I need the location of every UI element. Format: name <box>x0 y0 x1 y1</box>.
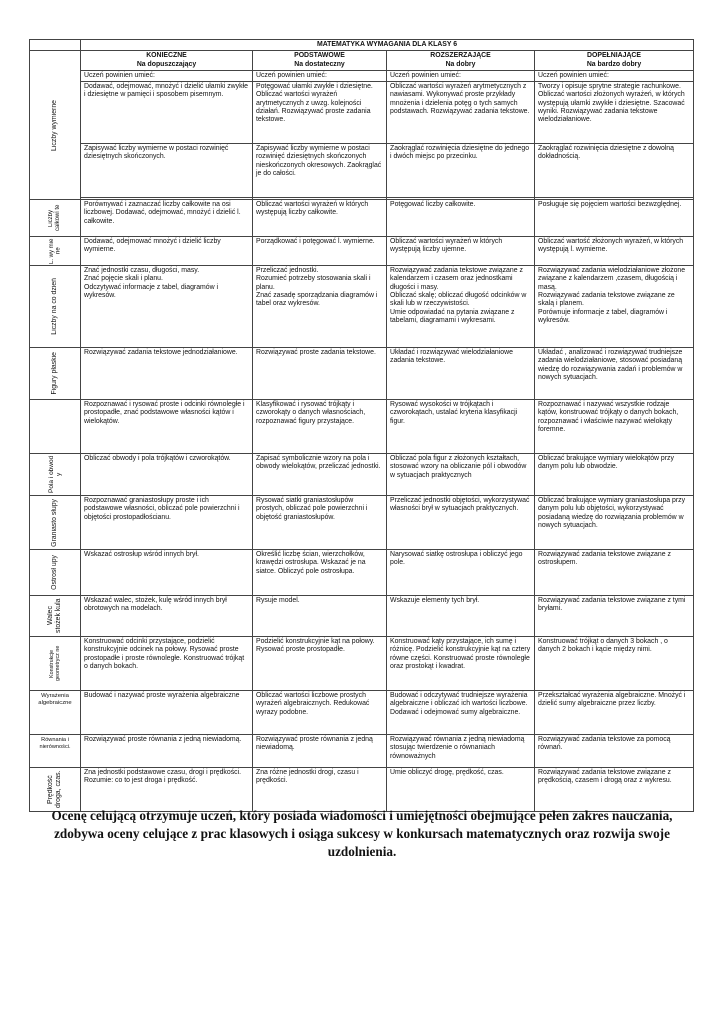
requirement-cell: Zna różne jednostki drogi, czasu i prędkości. <box>253 768 387 812</box>
requirement-cell: Zapisywać liczby wymierne w postaci rozwinięć dziesiętnych skończonych. <box>81 144 253 198</box>
requirement-cell: Wskazuje elementy tych brył. <box>387 596 535 637</box>
requirement-cell: Porządkować i potęgować l. wymierne. <box>253 237 387 266</box>
category-figury-plaskie-cont <box>30 400 81 454</box>
requirement-cell: Potęgować liczby całkowite. <box>387 200 535 237</box>
level-header: ROZSZERZAJĄCE Na dobry <box>387 51 535 71</box>
footer-note: Ocenę celującą otrzymuje uczeń, który posiada wiadomości i umiejętności obejmujące pełen zakres nauczania, zdobywa oceny celujące z prac klasowych i osiąga sukcesy w konkursach matematycznych oraz rozwija swoje uzdolnienia. <box>51 808 673 859</box>
corner-cell <box>30 40 81 51</box>
requirement-cell: Rozwiązywać równania z jedną niewiadomą stosując twierdzenie o równaniach równoważnych <box>387 735 535 768</box>
requirement-cell: Zaokrąglać rozwinięcia dziesiętne z dowolną dokładnością. <box>535 144 694 198</box>
table-row <box>30 691 694 735</box>
requirement-cell: Znać jednostki czasu, długości, masy. Znać pojęcie skali i planu. Odczytywać informacje z tabel, diagramów i wykresów. <box>81 266 253 348</box>
requirement-cell: Wskazać walec, stożek, kulę wśród innych brył obrotowych na modelach. <box>81 596 253 637</box>
requirement-cell: Zapisywać liczby wymierne w postaci rozwinięć dziesiętnych skończonych nieskończonych okresowych. Zaokrąglać je do całości. <box>253 144 387 198</box>
levels-row <box>30 51 694 71</box>
category-liczby-wymierne: Liczby wymierne <box>30 51 81 200</box>
requirement-cell: Porównywać i zaznaczać liczby całkowite na osi liczbowej. Dodawać, odejmować, mnożyć i dzielić l. całkowite. <box>81 200 253 237</box>
category-walec-stozek-kula: Walec stożek kula <box>30 596 81 637</box>
requirement-cell: Obliczać brakujące wymiary graniastosłupa przy danym polu lub objętości, wykorzystywać posiadaną wiedzę do rozwiązania problemów w nowych sytuacjach. <box>535 496 694 550</box>
table-row <box>30 200 694 237</box>
table-row <box>30 400 694 454</box>
requirement-cell: Obliczać wartości liczbowe prostych wyrażeń algebraicznych. Redukować wyrazy podobne. <box>253 691 387 735</box>
intro-row <box>30 70 694 81</box>
requirement-cell: Zna jednostki podstawowe czasu, drogi i prędkości. Rozumie: co to jest droga i prędkość. <box>81 768 253 812</box>
table-row <box>30 348 694 400</box>
requirement-cell: Przeliczać jednostki objętości, wykorzystywać własności brył w sytuacjach praktycznych. <box>387 496 535 550</box>
requirement-cell: Określić liczbę ścian, wierzchołków, krawędzi ostrosłupa. Wskazać je na siatce. Obliczyć pole ostrosłupa. <box>253 550 387 596</box>
requirement-cell: Rysować wysokości w trójkątach i czworokątach, ustalać kryteria klasyfikacji figur. <box>387 400 535 454</box>
requirement-cell: Rozwiązywać zadania tekstowe związane z prędkością, czasem i drogą oraz z wykresu. <box>535 768 694 812</box>
title-row <box>30 40 694 51</box>
requirement-cell: Klasyfikować i rysować trójkąty i czworokąty o danych własnościach, rozpoznawać figury przystające. <box>253 400 387 454</box>
requirement-cell: Potęgować ułamki zwykłe i dziesiętne. Obliczać wartości wyrażeń arytmetycznych z uwzg. kolejności działań. Rozwiązywać proste zadania tekstowe. <box>253 82 387 144</box>
table-row <box>30 768 694 812</box>
level-header: KONIECZNE Na dopuszczający <box>81 51 253 71</box>
intro-cell: Uczeń powinien umieć: <box>535 70 694 81</box>
table-title: MATEMATYKA WYMAGANIA DLA KLASY 6 <box>81 40 694 51</box>
requirement-cell: Rozwiązywać proste zadania tekstowe. <box>253 348 387 400</box>
requirement-cell: Konstruować kąty przystające, ich sumę i różnicę. Podzielić konstrukcyjnie kąt na cztery równe części. Konstruować proste równoległe oraz prostokąt i kwadrat. <box>387 637 535 691</box>
requirement-cell: Rozwiązywać proste równania z jedną niewiadomą. <box>81 735 253 768</box>
requirement-cell: Rozpoznawać i rysować proste i odcinki równoległe i prostopadłe, znać podstawowe własności kątów i wielokątów. <box>81 400 253 454</box>
requirement-cell: Budować i nazywać proste wyrażenia algebraiczne <box>81 691 253 735</box>
table-row <box>30 735 694 768</box>
requirement-cell: Rozwiązywać zadania tekstowe związane z tymi bryłami. <box>535 596 694 637</box>
requirement-cell: Rozwiązywać zadania tekstowe jednodziałaniowe. <box>81 348 253 400</box>
category-wyrazenia: Wyrażenia algebraiczne <box>30 691 81 735</box>
requirement-cell: Rozpoznawać graniastosłupy proste i ich podstawowe własności, obliczać pole powierzchni i objętości prostopadłościanu. <box>81 496 253 550</box>
requirement-cell: Układać , analizować i rozwiązywać trudniejsze zadania wielodziałaniowe, stosować posiadaną wiedzę do rozwiązywania zadań i problemów w nowych sytuacjach. <box>535 348 694 400</box>
category-liczby-calkowite: Liczby całkowi te <box>30 200 81 237</box>
requirement-cell: Obliczać wartości wyrażeń arytmetycznych z nawiasami. Wykonywać proste przykłady mnożenia i dzielenia potęg o tych samych podstawach. Rozwiązywać zadania tekstowe. <box>387 82 535 144</box>
requirements-table <box>29 39 694 812</box>
level-header: DOPEŁNIAJĄCE Na bardzo dobry <box>535 51 694 71</box>
requirement-cell: Rozwiązywać zadania wielodziałaniowe złożone związane z kalendarzem ,czasem, długością i masą. Rozwiązywać zadania tekstowe związane ze skalą i planem. Porównuje informacje z tabel, diagramów i wykresów. <box>535 266 694 348</box>
requirement-cell: Obliczać wartości wyrażeń w których występują liczby całkowite. <box>253 200 387 237</box>
category-predkosc: Prędkość droga, czas. <box>30 768 81 812</box>
requirement-cell: Obliczać wartości wyrażeń w których występują liczby ujemne. <box>387 237 535 266</box>
table-row <box>30 266 694 348</box>
requirement-cell: Tworzy i opisuje sprytne strategie rachunkowe. Obliczać wartości złożonych wyrażeń, w których występują ułamki zwykłe i dziesiętne. Szacować wyniki. Rozwiązywać zadania tekstowe wielodziałaniowe. <box>535 82 694 144</box>
category-rownania: Równania i nierówności. <box>30 735 81 768</box>
category-graniastoslupy: Graniasto słupy <box>30 496 81 550</box>
requirement-cell: Konstruować trójkąt o danych 3 bokach , o danych 2 bokach i kącie między nimi. <box>535 637 694 691</box>
requirement-cell: Rozwiązywać zadania tekstowe związane z ostrosłupem. <box>535 550 694 596</box>
requirement-cell: Zaokrąglać rozwinięcia dziesiętne do jednego i dwóch miejsc po przecinku. <box>387 144 535 198</box>
requirement-cell: Rysuje model. <box>253 596 387 637</box>
level-header: PODSTAWOWE Na dostateczny <box>253 51 387 71</box>
requirement-cell: Obliczać pola figur z złożonych kształtach, stosować wzory na obliczanie pól i obwodów w sytuacjach praktycznych <box>387 454 535 496</box>
requirement-cell: Obliczać wartość złożonych wyrażeń, w których występują l. wymierne. <box>535 237 694 266</box>
requirement-cell: Rozwiązywać proste równania z jedną niewiadomą. <box>253 735 387 768</box>
requirement-cell: Wskazać ostrosłup wśród innych brył. <box>81 550 253 596</box>
category-pola-i-obwody: Pola i obwod y <box>30 454 81 496</box>
table-row <box>30 82 694 144</box>
requirement-cell: Konstruować odcinki przystające, podzielić konstrukcyjnie odcinek na połowy. Rysować proste prostopadłe i proste równoległe. Konstruować trójkąt o danych bokach. <box>81 637 253 691</box>
requirement-cell: Rozwiązywać zadania tekstowe związane z kalendarzem i czasem oraz jednostkami długości i masy. Obliczać skalę; obliczać długość odcinków w skali lub w rzeczywistości. Umie odpowiadać na pytania związane z tabelami, diagramami i wykresami. <box>387 266 535 348</box>
requirement-cell: Narysować siatkę ostrosłupa i obliczyć jego pole. <box>387 550 535 596</box>
requirement-cell: Rozwiązywać zadania tekstowe za pomocą równań. <box>535 735 694 768</box>
intro-cell: Uczeń powinien umieć: <box>387 70 535 81</box>
intro-cell: Uczeń powinien umieć: <box>253 70 387 81</box>
requirement-cell: Rozpoznawać i nazywać wszystkie rodzaje kątów, konstruować trójkąty o danych bokach, rozpoznawać i właściwie nazywać wielokąty foremne. <box>535 400 694 454</box>
category-konstrukcje: Konstrukcje geometrycz ne <box>30 637 81 691</box>
table-row <box>30 637 694 691</box>
category-ostroslupy: Ostrosł upy <box>30 550 81 596</box>
requirement-cell: Rysować siatki graniastosłupów prostych, obliczać pole powierzchni i objętość graniastosłupów. <box>253 496 387 550</box>
requirement-cell: Umie obliczyć drogę, prędkość, czas. <box>387 768 535 812</box>
table-row <box>30 237 694 266</box>
table-row <box>30 496 694 550</box>
requirement-cell: Przeliczać jednostki. Rozumieć potrzeby stosowania skali i planu. Znać zasadę sporządzania diagramów i tabel oraz wykresów. <box>253 266 387 348</box>
requirement-cell: Posługuje się pojęciem wartości bezwzględnej. <box>535 200 694 237</box>
requirement-cell: Zapisać symbolicznie wzory na pola i obwody wielokątów, przeliczać jednostki. <box>253 454 387 496</box>
category-liczby-na-co-dzien: Liczby na co dzień <box>30 266 81 348</box>
category-figury-plaskie: Figury płaskie <box>30 348 81 400</box>
requirement-cell: Budować i odczytywać trudniejsze wyrażenia algebraiczne i obliczać ich wartości liczbowe. Dodawać i odejmować sumy algebraiczne. <box>387 691 535 735</box>
requirement-cell: Dodawać, odejmować mnożyć i dzielić liczby wymierne. <box>81 237 253 266</box>
table-row <box>30 596 694 637</box>
requirement-cell: Układać i rozwiązywać wielodziałaniowe zadania tekstowe. <box>387 348 535 400</box>
table-row <box>30 144 694 198</box>
requirement-cell: Obliczać brakujące wymiary wielokątów przy danym polu lub obwodzie. <box>535 454 694 496</box>
table-row <box>30 550 694 596</box>
requirement-cell: Dodawać, odejmować, mnożyć i dzielić ułamki zwykłe i dziesiętne w pamięci i sposobem pisemnym. <box>81 82 253 144</box>
requirement-cell: Podzielić konstrukcyjnie kąt na połowy. Rysować proste prostopadłe. <box>253 637 387 691</box>
intro-cell: Uczeń powinien umieć: <box>81 70 253 81</box>
requirement-cell: Przekształcać wyrażenia algebraiczne. Mnożyć i dzielić sumy algebraiczne przez liczby. <box>535 691 694 735</box>
table-row <box>30 454 694 496</box>
requirement-cell: Obliczać obwody i pola trójkątów i czworokątów. <box>81 454 253 496</box>
category-l-wymierne: L. wy mie ne <box>30 237 81 266</box>
